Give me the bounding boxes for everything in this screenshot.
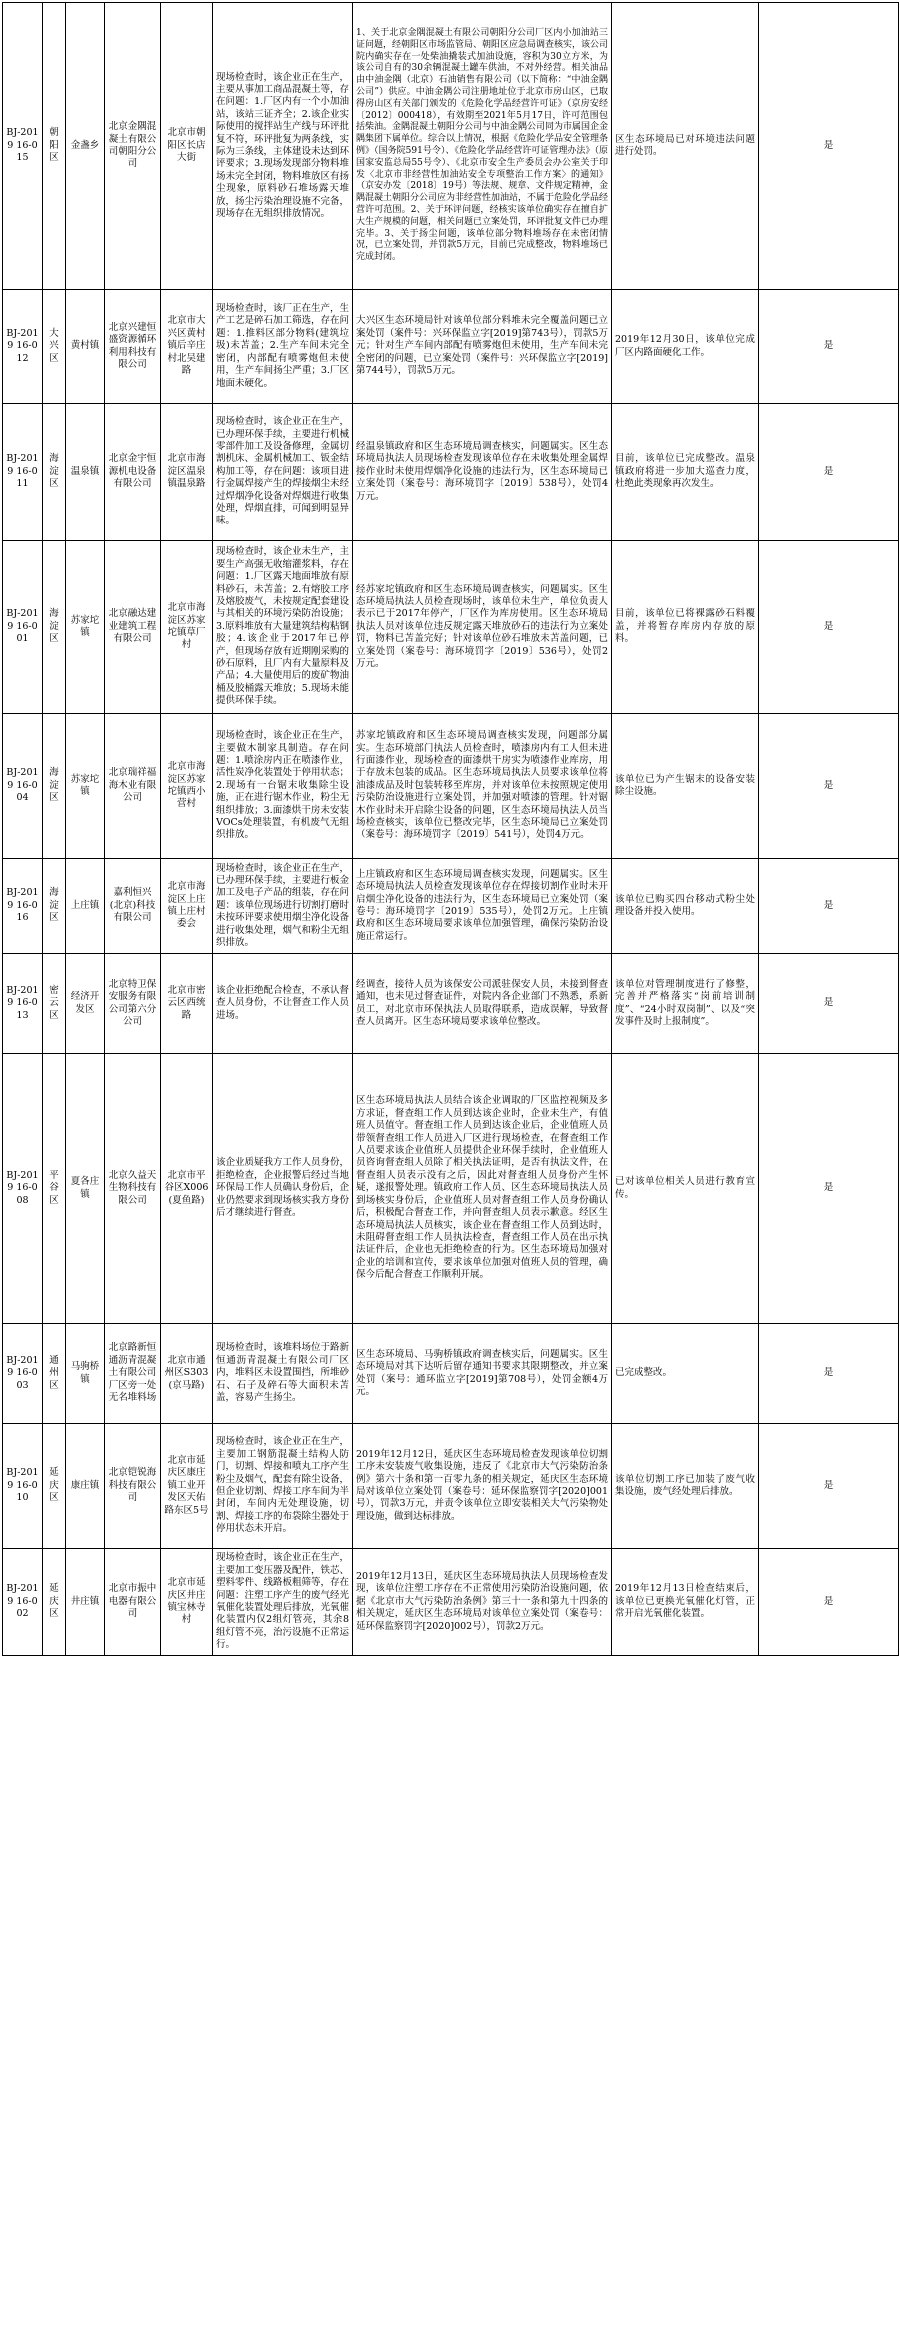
company-name: 北京市振中电器有限公司 [105, 1549, 161, 1656]
rectification-status: 该单位切割工序已加装了废气收集设施，废气经处理后排放。 [612, 1424, 759, 1549]
table-row [3, 954, 899, 1054]
completed-flag: 是 [759, 404, 899, 541]
table-row [3, 541, 899, 714]
table-row [3, 1324, 899, 1424]
township: 经济开发区 [66, 954, 105, 1054]
record-id: BJ-2019 16-012 [3, 290, 43, 404]
township: 金盏乡 [66, 3, 105, 290]
verification-result: 上庄镇政府和区生态环境局调查核实发现，问题属实。区生态环境局执法人员检查发现该单位存在焊接切割作业时未开启烟尘净化设备的违法行为，区生态环境局已立案处罚（案卷号：海环境罚字〔2019〕535号），处罚2万元。上庄镇政府和区生态环境局要求该单位加强管理，确保污染防治设施正常运行。 [353, 859, 612, 954]
rectification-status: 已完成整改。 [612, 1324, 759, 1424]
district: 海淀区 [43, 859, 66, 954]
table-row [3, 404, 899, 541]
address: 北京市朝阳区长店大街 [161, 3, 213, 290]
rectification-status: 2019年12月13日检查结束后，该单位已更换光氧催化灯管，正常开启光氧催化装置。 [612, 1549, 759, 1656]
problem-description: 现场检查时，该企业正在生产，主要做木制家具制造。存在问题：1.喷涂房内正在喷漆作业，活性炭净化装置处于停用状态；2.现场有一台锯末收集除尘设施，正在进行锯木作业，粉尘无组织排放；3.面漆烘干房未安装VOCs处理装置，有机废气无组织排放。 [213, 714, 353, 859]
verification-result: 区生态环境局执法人员结合该企业调取的厂区监控视频及多方求证，督查组工作人员到达该企业时，企业未生产，有值班人员值守。督查组工作人员到达该企业后，企业值班人员带领督查组工作人员进入厂区进行现场检查，在督查组工作人员要求该企业值班人员提供企业环保手续时，企业值班人员咨询督查组人员除了相关执法证明，是否有执法文件，在督查组人员表示没有之后，因此对督查组人员身份产生怀疑，遂报警处理。镇政府工作人员、区生态环境局执法人员到场核实身份后，企业值班人员对督查组工作人员身份确认后，积极配合督查工作，并向督查组人员表示歉意。经区生态环境局执法人员核实，该企业在督查组工作人员到达时，未阻碍督查组工作人员执法检查，督查组工作人员在出示执法证件后，企业也无拒绝检查的行为。区生态环境局加强对企业的培训和宣传，要求该单位加强对值班人员的管理，确保今后配合督查工作顺利开展。 [353, 1054, 612, 1324]
record-id: BJ-2019 16-016 [3, 859, 43, 954]
table-row [3, 1054, 899, 1324]
rectification-status: 区生态环境局已对环境违法问题进行处罚。 [612, 3, 759, 290]
problem-description: 该企业拒绝配合检查，不承认督查人员身份，不让督查工作人员进场。 [213, 954, 353, 1054]
company-name: 北京瑞祥福海木业有限公司 [105, 714, 161, 859]
township: 康庄镇 [66, 1424, 105, 1549]
district: 海淀区 [43, 404, 66, 541]
verification-result: 区生态环境局、马驹桥镇政府调查核实后，问题属实。区生态环境局对其下达听后留存通知书要求其限期整改，并立案处罚（案号：通环监立字[2019]第708号），处罚金额4万元。 [353, 1324, 612, 1424]
address: 北京市通州区S303(京马路) [161, 1324, 213, 1424]
verification-result: 1、关于北京金隅混凝土有限公司朝阳分公司厂区内小加油站三证问题，经朝阳区市场监管局、朝阳区应急局调查核实，该公司院内确实存在一处柴油撬装式加油设施，容积为30立方米，为该公司自有的30余辆混凝土罐车供油，不对外经营。相关油品由中油金隅（北京）石油销售有限公司（以下简称：“中油金隅公司”）供应。中油金隅公司注册地址位于北京市房山区，已取得房山区有关部门颁发的《危险化学品经营许可证》（京房安经〔2012〕000418），有效期至2021年5月17日，许可范围包括柴油。金隅混凝土朝阳分公司与中油金隅公司同为市属国企金隅集团下属单位。综合以上情况，根据《危险化学品安全管理条例》（国务院591号令）、《危险化学品经营许可证管理办法》（原国家安监总局55号令）、《北京市安全生产委员会办公室关于印发〈北京市非经营性加油站安全专项整治工作方案〉的通知》（京安办发〔2018〕19号）等法规、规章、文件规定精神，金隅混凝土朝阳分公司应为非经营性加油站，不属于危险化学品经营许可范围。2、关于环评问题，经核实该单位确实存在擅自扩大生产规模的问题，相关问题已立案处罚，环评批复文件已办理完毕。3、关于扬尘问题，该单位部分物料堆场存在未密闭情况，已立案处罚，并罚款5万元，目前已完成整改，物料堆场已完成封闭。 [353, 3, 612, 290]
rectification-status: 该单位已购买四台移动式粉尘处理设备并投入使用。 [612, 859, 759, 954]
township: 苏家坨镇 [66, 541, 105, 714]
record-id: BJ-2019 16-003 [3, 1324, 43, 1424]
rectification-status: 目前，该单位已完成整改。温泉镇政府将进一步加大巡查力度，杜绝此类现象再次发生。 [612, 404, 759, 541]
district: 大兴区 [43, 290, 66, 404]
table-row [3, 1424, 899, 1549]
address: 北京市密云区西统路 [161, 954, 213, 1054]
completed-flag: 是 [759, 3, 899, 290]
rectification-status: 目前，该单位已将裸露砂石料覆盖，并将暂存库房内存放的原料。 [612, 541, 759, 714]
table-row [3, 1549, 899, 1656]
completed-flag: 是 [759, 541, 899, 714]
address: 北京市海淀区温泉镇温泉路 [161, 404, 213, 541]
address: 北京市大兴区黄村镇后辛庄村北吴建路 [161, 290, 213, 404]
address: 北京市海淀区苏家坨镇草厂村 [161, 541, 213, 714]
record-id: BJ-2019 16-008 [3, 1054, 43, 1324]
completed-flag: 是 [759, 714, 899, 859]
table-row [3, 714, 899, 859]
completed-flag: 是 [759, 954, 899, 1054]
record-id: BJ-2019 16-011 [3, 404, 43, 541]
company-name: 北京路新恒通沥青混凝土有限公司厂区旁一处无名堆料场 [105, 1324, 161, 1424]
district: 通州区 [43, 1324, 66, 1424]
verification-result: 经调查，接待人员为该保安公司派驻保安人员，未接到督查通知，也未见过督查证件，对院内各企业部门不熟悉，系新员工，对北京市环保执法人员取得联系，造成误解，导致督查人员离开。区生态环境局要求该单位整改。 [353, 954, 612, 1054]
record-id: BJ-2019 16-013 [3, 954, 43, 1054]
record-id: BJ-2019 16-004 [3, 714, 43, 859]
district: 延庆区 [43, 1549, 66, 1656]
problem-description: 现场检查时，该堆料场位于路新恒通沥青混凝土有限公司厂区内，堆料区未设置围挡，所堆砂石、石子及碎石等大面积未苫盖，容易产生扬尘。 [213, 1324, 353, 1424]
completed-flag: 是 [759, 1054, 899, 1324]
table-row [3, 3, 899, 290]
township: 黄村镇 [66, 290, 105, 404]
record-id: BJ-2019 16-015 [3, 3, 43, 290]
rectification-status: 该单位已为产生锯末的设备安装除尘设施。 [612, 714, 759, 859]
address: 北京市延庆区康庄镇工业开发区天佑路东区5号 [161, 1424, 213, 1549]
problem-description: 该企业质疑我方工作人员身份，拒绝检查，企业报警后经过当地环保局工作人员确认身份后，企业仍然要求到现场核实我方身份后才继续进行督查。 [213, 1054, 353, 1324]
problem-description: 现场检查时，该企业正在生产，已办理环保手续，主要进行机械零部件加工及设备修理，金属切割机床、金属机械加工、钣金结构加工等，存在问题：该项目进行金属焊接产生的焊接烟尘未经过焊烟净化设备对焊烟进行收集处理，焊烟直排，可闻到明显异味。 [213, 404, 353, 541]
record-id: BJ-2019 16-010 [3, 1424, 43, 1549]
company-name: 北京金隅混凝土有限公司朝阳分公司 [105, 3, 161, 290]
verification-result: 经温泉镇政府和区生态环境局调查核实，问题属实。区生态环境局执法人员现场检查发现该单位存在未收集处理金属焊接作业时未使用焊烟净化设施的违法行为，区生态环境局已立案处罚（案卷号：海环境罚字〔2019〕538号），处罚4万元。 [353, 404, 612, 541]
district: 海淀区 [43, 541, 66, 714]
completed-flag: 是 [759, 1549, 899, 1656]
township: 温泉镇 [66, 404, 105, 541]
district: 平谷区 [43, 1054, 66, 1324]
rectification-status: 该单位对管理制度进行了修整，完善并严格落实“岗前培训制度”、“24小时双岗制”、以及“突发事件及时上报制度”。 [612, 954, 759, 1054]
completed-flag: 是 [759, 1324, 899, 1424]
township: 夏各庄镇 [66, 1054, 105, 1324]
verification-result: 苏家坨镇政府和区生态环境局调查核实发现，问题部分属实。生态环境部门执法人员检查时，喷漆房内有工人但未进行面漆作业，现场检查的面漆烘干房实为喷漆作业库房，用于存放未包装的成品。区生态环境局执法人员要求该单位将油漆成品及时包装转移至库房，并对该单位未按照规定使用污染防治设施进行立案处罚，并加强对喷漆的管理。针对锯木作业时未开启除尘设备的问题，区生态环境局执法人员当场检查核实，该单位已整改完毕，区生态环境局已立案处罚（案卷号：海环境罚字〔2019〕541号），处罚4万元。 [353, 714, 612, 859]
company-name: 北京融达建业建筑工程有限公司 [105, 541, 161, 714]
verification-result: 大兴区生态环境局针对该单位部分料堆未完全覆盖问题已立案处罚（案件号：兴环保监立字[2019]第743号），罚款5万元；针对生产车间内部配有喷雾炮但未使用，生产车间未完全密闭的问题，已立案处罚（案件号：兴环保监立字[2019]第744号），罚款5万元。 [353, 290, 612, 404]
verification-result: 经苏家坨镇政府和区生态环境局调查核实，问题属实。区生态环境局执法人员检查现场时，该单位未生产，单位负责人表示已于2017年停产，厂区作为库房使用。区生态环境局执法人员对该单位违反规定露天堆放砂石的违法行为立案处罚，物料已苫盖完好；针对该单位砂石堆放未苫盖问题，已立案处罚（案卷号：海环境罚字〔2019〕536号），处罚2万元。 [353, 541, 612, 714]
address: 北京市延庆区井庄镇宝林寺村 [161, 1549, 213, 1656]
company-name: 嘉利恒兴(北京)科技有限公司 [105, 859, 161, 954]
township: 上庄镇 [66, 859, 105, 954]
company-name: 北京金宇恒源机电设备有限公司 [105, 404, 161, 541]
table-row [3, 859, 899, 954]
problem-description: 现场检查时，该企业正在生产，主要加工钢筋混凝土结构人防门，切割、焊接和喷丸工序产生粉尘及烟气，配套有除尘设备，但企业切割、焊接工序车间为半封闭，车间内无处理设施，切割、焊接工序的布袋除尘器处于停用状态未开启。 [213, 1424, 353, 1549]
company-name: 北京久益天生物科技有限公司 [105, 1054, 161, 1324]
problem-description: 现场检查时，该企业正在生产，主要从事加工商品混凝土等，存在问题：1.厂区内有一个小加油站，该站三证齐全；2.该企业实际使用的搅拌站生产线与环评批复不符，环评批复为两条线，实际为三条线，主体建设未达到环评要求；3.现场发现部分物料堆场未完全封闭，物料堆放区有扬尘现象，原料砂石堆场露天堆放，扬尘污染治理设施不完备，现场存在无组织排放情况。 [213, 3, 353, 290]
address: 北京市平谷区X006(夏鱼路) [161, 1054, 213, 1324]
district: 海淀区 [43, 714, 66, 859]
problem-description: 现场检查时，该厂正在生产，生产工艺是碎石加工筛选，存在问题：1.推料区部分物料(建筑垃圾)未苫盖；2.生产车间未完全密闭，内部配有喷雾炮但未使用，生产车间扬尘严重；3.厂区地面未硬化。 [213, 290, 353, 404]
township: 井庄镇 [66, 1549, 105, 1656]
district: 延庆区 [43, 1424, 66, 1549]
record-id: BJ-2019 16-001 [3, 541, 43, 714]
rectification-status: 2019年12月30日，该单位完成厂区内路面硬化工作。 [612, 290, 759, 404]
district: 密云区 [43, 954, 66, 1054]
company-name: 北京铠锐海科技有限公司 [105, 1424, 161, 1549]
township: 马驹桥镇 [66, 1324, 105, 1424]
rectification-status: 已对该单位相关人员进行教育宣传。 [612, 1054, 759, 1324]
address: 北京市海淀区苏家坨镇西小营村 [161, 714, 213, 859]
inspection-table [2, 2, 899, 1656]
completed-flag: 是 [759, 859, 899, 954]
document [2, 2, 898, 1656]
completed-flag: 是 [759, 290, 899, 404]
verification-result: 2019年12月12日，延庆区生态环境局检查发现该单位切割工序未安装废气收集设施，违反了《北京市大气污染防治条例》第六十条和第一百零九条的相关规定，延庆区生态环境局对该单位立案处罚（案卷号：延环保监察罚字[2020]001号），罚款3万元，并责令该单位立即安装相关大气污染物处理设施，做到达标排放。 [353, 1424, 612, 1549]
problem-description: 现场检查时，该企业正在生产，已办理环保手续，主要进行板金加工及电子产品的组装，存在问题：该单位现场进行切割打磨时未按环评要求使用烟尘净化设备进行收集处理，烟气和粉尘无组织排放。 [213, 859, 353, 954]
district: 朝阳区 [43, 3, 66, 290]
verification-result: 2019年12月13日，延庆区生态环境局执法人员现场检查发现，该单位注塑工序存在不正常使用污染防治设施问题，依据《北京市大气污染防治条例》第三十一条和第九十四条的相关规定，延庆区生态环境局对该单位立案处罚（案卷号：延环保监察罚字[2020]002号），罚款2万元。 [353, 1549, 612, 1656]
company-name: 北京兴建恒盛资源循环利用科技有限公司 [105, 290, 161, 404]
record-id: BJ-2019 16-002 [3, 1549, 43, 1656]
completed-flag: 是 [759, 1424, 899, 1549]
township: 苏家坨镇 [66, 714, 105, 859]
company-name: 北京特卫保安服务有限公司第六分公司 [105, 954, 161, 1054]
problem-description: 现场检查时，该企业未生产，主要生产高强无收缩灌浆料，存在问题：1.厂区露天地面堆放有原料砂石，未苫盖；2.有熔胶工序及熔胶废气，未按规定配套建设与其相关的环境污染防治设施；3.原料堆放有大量建筑结构粘钢胶；4.该企业于2017年已停产，但现场存放有近期刚采购的砂石原料，且厂内有大量原料及产品；4.大量使用后的废矿物油桶及胶桶露天堆放；5.现场未能提供环保手续。 [213, 541, 353, 714]
problem-description: 现场检查时，该企业正在生产，主要加工变压器及配件，铁芯、塑料零件、线路板粗筛等，存在问题：注塑工序产生的废气经光氧催化装置处理后排放，光氧催化装置内仅2组灯管亮，其余8组灯管不亮，治污设施不正常运行。 [213, 1549, 353, 1656]
address: 北京市海淀区上庄镇上庄村委会 [161, 859, 213, 954]
table-row [3, 290, 899, 404]
